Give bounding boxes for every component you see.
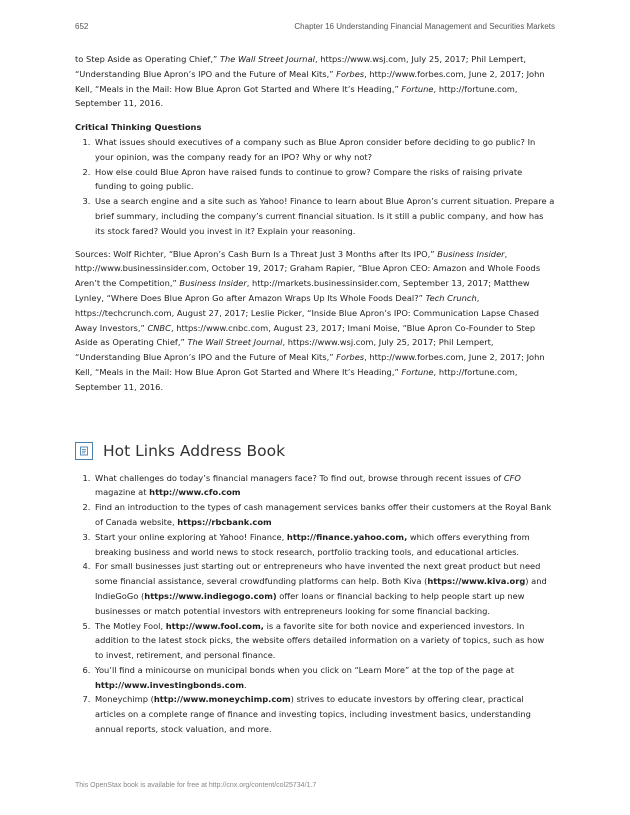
- list-item: 6. You’ll find a minicourse on municipal bonds when you click on “Learn More” at the top of the page at http://www.investingbonds.com.: [93, 663, 555, 693]
- list-item: 1. What challenges do today’s financial managers face? To find out, browse through recent issues of CFO magazine at http://www.cfo.com: [93, 471, 555, 501]
- indiegogo-link[interactable]: https://www.indiegogo.com): [144, 590, 277, 601]
- investingbonds-link[interactable]: http://www.investingbonds.com: [95, 679, 244, 690]
- critical-thinking-heading: Critical Thinking Questions: [75, 122, 202, 133]
- critical-thinking-list: [75, 135, 555, 239]
- page-number: 652: [75, 22, 89, 31]
- continued-sources: to Step Aside as Operating Chief,” The Wall Street Journal, https://www.wsj.com, July 25, 2017; Phil Lempert, “Understanding Blue Apron’s IPO and the Future of Meal Kits,” Forbes, http://www.forbes.com, June 2, 2017; John Kell, “Meals in the Mail: How Blue Apron Got Started and Where It’s Heading,” Fortune, http://fortune.com, September 11, 2016.: [75, 54, 545, 109]
- page-header: [75, 22, 555, 36]
- cfo-link[interactable]: http://www.cfo.com: [149, 487, 241, 498]
- hot-links-title: Hot Links Address Book: [103, 441, 286, 460]
- hot-links-header: [75, 441, 555, 461]
- moneychimp-link[interactable]: http://www.moneychimp.com: [153, 694, 291, 705]
- kiva-link[interactable]: https://www.kiva.org: [427, 576, 526, 587]
- list-item: 4. For small businesses just starting out or entrepreneurs who have invented the next great product but need some financial assistance, several crowdfunding platforms can help. Both Kiva (https://www.kiva.org) and IndieGoGo (https://www.indiegogo.com) offer loans or financial backing to help people start up new businesses or match potential investors with entrepreneurs looking for some financial backing.: [93, 559, 555, 618]
- yahoo-finance-link[interactable]: http://finance.yahoo.com,: [286, 531, 408, 542]
- list-item: 3. Use a search engine and a site such as Yahoo! Finance to learn about Blue Apron’s current situation. Prepare a brief summary, including the company’s current financial situation. Is it still a public company, and how has its stock fared? Would you invest in it? Explain your reasoning.: [93, 194, 555, 238]
- hot-links-list: [75, 471, 555, 737]
- list-item: 2. How else could Blue Apron have raised funds to continue to grow? Compare the risks of raising private funding to going public.: [93, 165, 555, 195]
- list-item: 5. The Motley Fool, http://www.fool.com, is a favorite site for both novice and experienced investors. In addition to the latest stock picks, the website offers detailed information on a variety of topics, such as how to invest, retirement, and personal finance.: [93, 619, 555, 663]
- rbcbank-link[interactable]: https://rbcbank.com: [177, 516, 272, 527]
- page-content: [75, 52, 555, 745]
- list-item: 2. Find an introduction to the types of cash management services banks offer their customers at the Royal Bank of Canada website, https://rbcbank.com: [93, 500, 555, 530]
- page-footer: This OpenStax book is available for free at http://cnx.org/content/col25734/1.7: [75, 782, 317, 789]
- sources-paragraph: Sources: Wolf Richter, “Blue Apron’s Cash Burn Is a Threat Just 3 Months after Its IPO,” Business Insider, http://www.businessinsider.com, October 19, 2017; Graham Rapier, “Blue Apron CEO: Amazon and Whole Foods Aren’t the Competition,” Business Insider, http://markets.businessinsider.com, September 13, 2017; Matthew Lynley, “Where Does Blue Apron Go after Amazon Wraps Up Its Whole Foods Deal?” Tech Crunch, https://techcrunch.com, August 27, 2017; Leslie Picker, “Inside Blue Apron’s IPO: Communication Lapse Chased Away Investors,” CNBC, https://www.cnbc.com, August 23, 2017; Imani Moise, “Blue Apron Co-Founder to Step Aside as Operating Chief,” The Wall Street Journal, https://www.wsj.com, July 25, 2017; Phil Lempert, “Understanding Blue Apron’s IPO and the Future of Meal Kits,” Forbes, http://www.forbes.com, June 2, 2017; John Kell, “Meals in the Mail: How Blue Apron Got Started and Where It’s Heading,” Fortune, http://fortune.com, September 11, 2016.: [75, 248, 545, 392]
- list-item: 1. What issues should executives of a company such as Blue Apron consider before deciding to go public? In your opinion, was the company ready for an IPO? Why or why not?: [93, 135, 555, 165]
- fool-link[interactable]: http://www.fool.com,: [165, 620, 264, 631]
- chapter-title: Chapter 16 Understanding Financial Management and Securities Markets: [294, 22, 555, 31]
- list-item: 7. Moneychimp (http://www.moneychimp.com) strives to educate investors by offering clear, practical articles on a complete range of finance and investing topics, including investment basics, understanding annual reports, stock valuation, and more.: [93, 692, 555, 736]
- list-item: 3. Start your online exploring at Yahoo! Finance, http://finance.yahoo.com, which offers everything from breaking business and world news to stock research, portfolio tracking tools, and educational articles.: [93, 530, 555, 560]
- address-book-icon: [75, 442, 93, 460]
